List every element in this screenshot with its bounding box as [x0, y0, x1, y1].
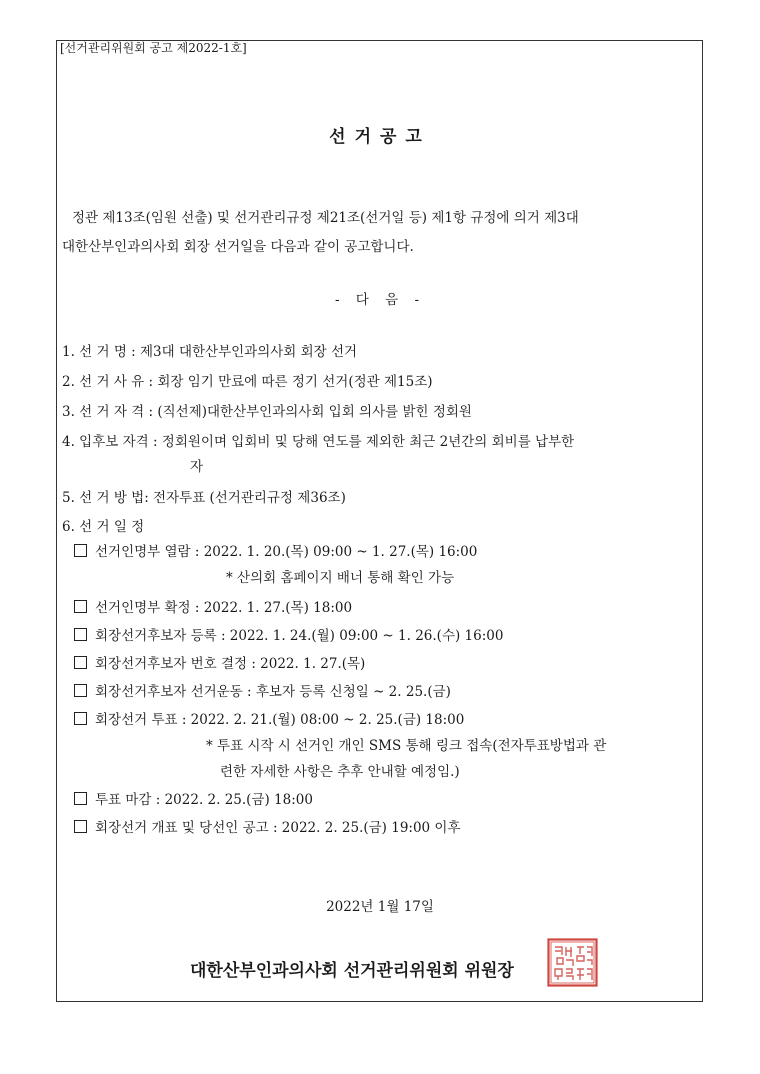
schedule-item: [74, 816, 461, 836]
checkbox-icon: [74, 656, 87, 669]
checkbox-icon: [74, 684, 87, 697]
item-election-reason: 2. 선 거 사 유 : 회장 임기 만료에 따른 정기 선거(정관 제15조): [62, 374, 433, 390]
schedule-item: [74, 788, 313, 808]
schedule-text: 회장선거 개표 및 당선인 공고 : 2022. 2. 25.(금) 19:00 이후: [95, 820, 461, 836]
intro-line-1: 정관 제13조(임원 선출) 및 선거관리규정 제21조(선거일 등) 제1항 규정에 의거 제3대: [72, 210, 579, 226]
document-title: 선거공고: [329, 127, 431, 147]
schedule-text: 회장선거 투표 : 2022. 2. 21.(월) 08:00 ~ 2. 25.(금) 18:00: [95, 712, 465, 728]
schedule-text: 투표 마감 : 2022. 2. 25.(금) 18:00: [95, 792, 313, 808]
announcement-number: [선거관리위원회 공고 제2022-1호]: [60, 41, 247, 55]
item-voter-qualification: 3. 선 거 자 격 : (직선제)대한산부인과의사회 입회 의사를 밝힌 정회원: [62, 404, 472, 420]
item-election-method: 5. 선 거 방 법: 전자투표 (선거관리규정 제36조): [62, 490, 346, 506]
schedule-item: [74, 596, 352, 616]
announcement-date: 2022년 1월 17일: [326, 899, 434, 915]
schedule-text: 선거인명부 열람 : 2022. 1. 20.(목) 09:00 ~ 1. 27.(목) 16:00: [95, 544, 478, 560]
schedule-item: [74, 708, 464, 728]
item-candidate-qualification-wrap: 자: [190, 459, 204, 475]
schedule-text: 회장선거후보자 선거운동 : 후보자 등록 신청일 ~ 2. 25.(금): [95, 684, 451, 700]
official-seal-icon: [547, 938, 598, 987]
section-heading: - 다 음 -: [334, 292, 426, 308]
checkbox-icon: [74, 600, 87, 613]
schedule-item: [74, 624, 503, 644]
schedule-note: 련한 자세한 사항은 추후 안내할 예정임.): [220, 764, 460, 780]
schedule-text: 회장선거후보자 등록 : 2022. 1. 24.(월) 09:00 ~ 1. 26.(수) 16:00: [95, 628, 504, 644]
schedule-text: 선거인명부 확정 : 2022. 1. 27.(목) 18:00: [95, 600, 353, 616]
document-border: [56, 40, 703, 1002]
schedule-item: [74, 680, 451, 700]
schedule-item: [74, 652, 365, 672]
checkbox-icon: [74, 792, 87, 805]
schedule-note: * 산의회 홈페이지 배너 통해 확인 가능: [226, 570, 455, 586]
checkbox-icon: [74, 628, 87, 641]
item-election-name: 1. 선 거 명 : 제3대 대한산부인과의사회 회장 선거: [62, 344, 358, 360]
checkbox-icon: [74, 820, 87, 833]
signer-name: 대한산부인과의사회 선거관리위원회 위원장: [190, 961, 514, 981]
schedule-note: * 투표 시작 시 선거인 개인 SMS 통해 링크 접속(전자투표방법과 관: [206, 738, 607, 754]
schedule-item: [74, 540, 477, 560]
intro-line-2: 대한산부인과의사회 회장 선거일을 다음과 같이 공고합니다.: [62, 239, 414, 255]
intro-paragraph: [62, 204, 698, 262]
schedule-text: 회장선거후보자 번호 결정 : 2022. 1. 27.(목): [95, 656, 366, 672]
item-candidate-qualification: 4. 입후보 자격 : 정회원이며 입회비 및 당해 연도를 제외한 최근 2년간의 회비를 납부한: [62, 434, 575, 450]
checkbox-icon: [74, 712, 87, 725]
checkbox-icon: [74, 544, 87, 557]
item-election-schedule: 6. 선 거 일 정: [62, 519, 145, 535]
